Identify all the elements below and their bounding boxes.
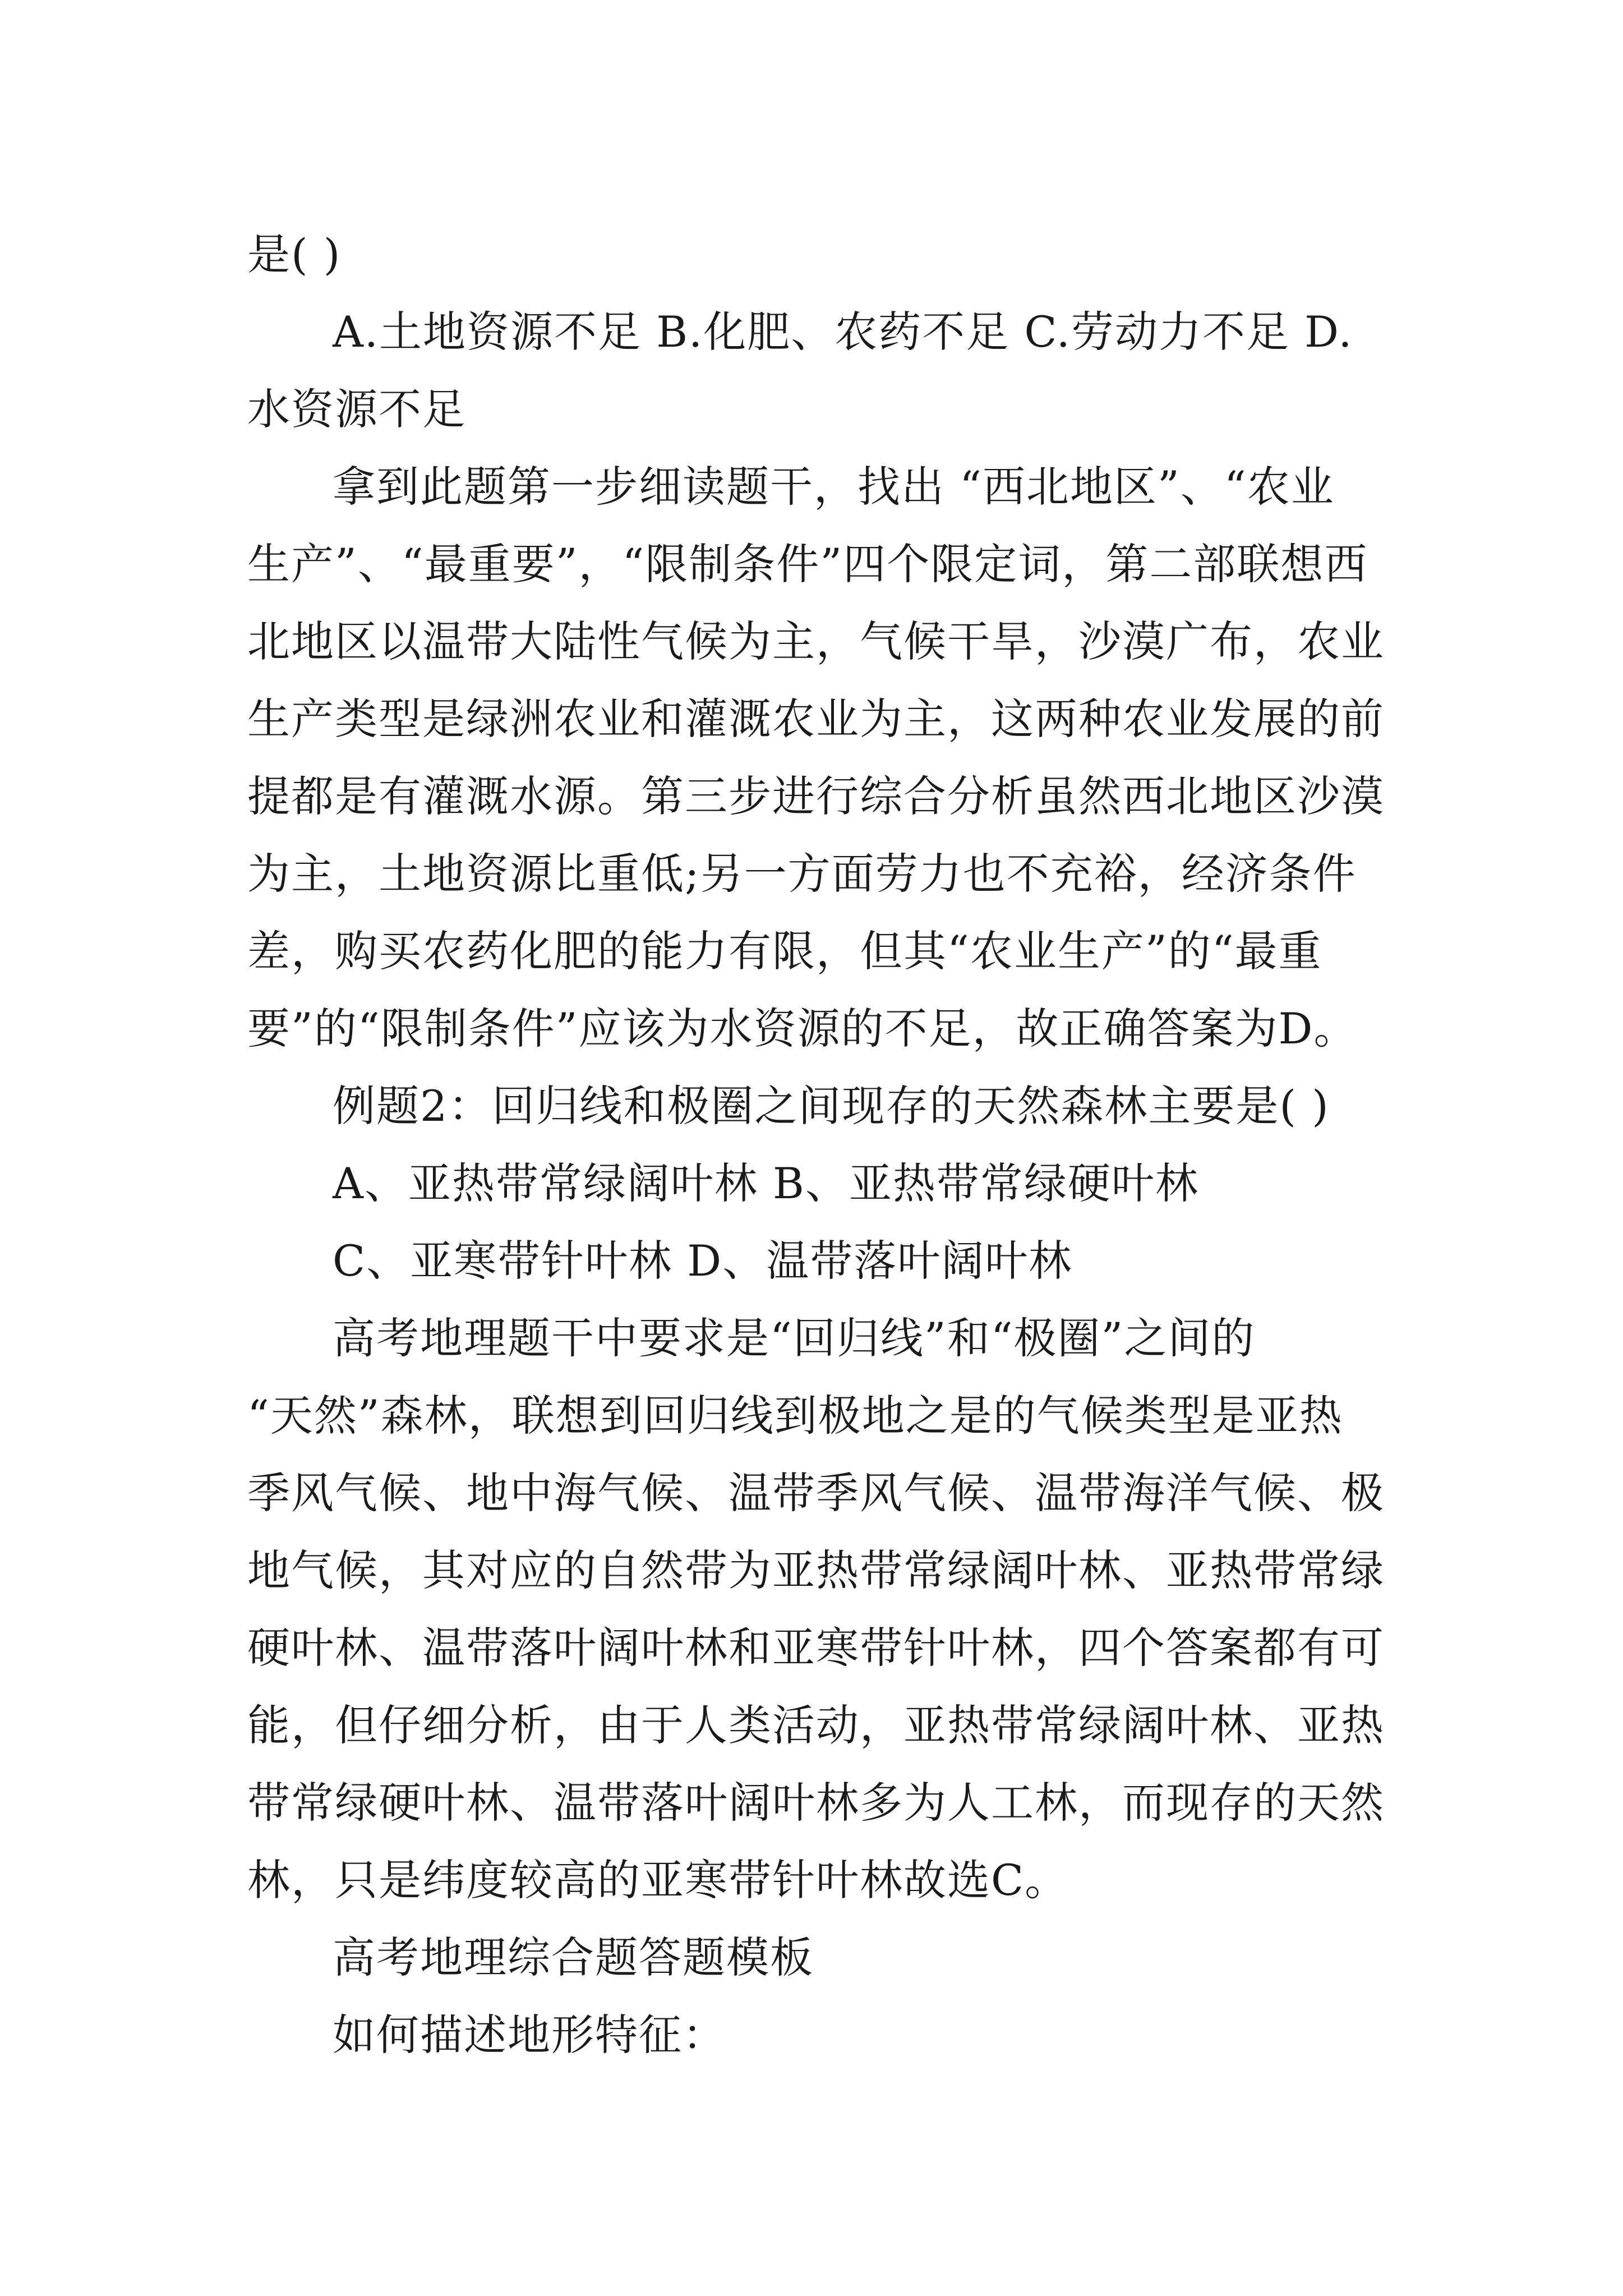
text-line: 高考地理综合题答题模板 — [333, 1932, 814, 1982]
paragraph-analysis-1 — [247, 448, 1391, 1068]
text-line: A、亚热带常绿阔叶林 B、亚热带常绿硬叶林 — [333, 1158, 1199, 1208]
text-line: 拿到此题第一步细读题干，找出 “西北地区”、“农业 — [333, 462, 1335, 512]
text-line: 季风气候、地中海气候、温带季风气候、温带海洋气候、极 — [247, 1468, 1385, 1518]
text-line: “天然”森林，联想到回归线到极地之是的气候类型是亚热 — [247, 1391, 1343, 1441]
text-line: 林，只是纬度较高的亚寒带针叶林故选C。 — [247, 1855, 1069, 1905]
text-line: 硬叶林、温带落叶阔叶林和亚寒带针叶林，四个答案都有可 — [247, 1623, 1385, 1673]
section-subheading-terrain — [247, 1996, 1391, 2074]
text-line: 是( ) — [247, 229, 342, 279]
text-line: 地气候，其对应的自然带为亚热带常绿阔叶林、亚热带常绿 — [247, 1545, 1385, 1595]
paragraph-options-2a — [247, 1145, 1391, 1222]
text-line: 为主，土地资源比重低;另一方面劳力也不充裕，经济条件 — [247, 849, 1357, 899]
text-line: 带常绿硬叶林、温带落叶阔叶林多为人工林，而现存的天然 — [247, 1778, 1385, 1828]
text-line: 如何描述地形特征： — [333, 2010, 726, 2060]
text-line: C、亚寒带针叶林 D、温带落叶阔叶林 — [333, 1236, 1073, 1286]
document-body — [247, 216, 1391, 2074]
paragraph-question-tail — [247, 216, 1391, 293]
paragraph-example-2 — [247, 1068, 1391, 1145]
text-line: 北地区以温带大陆性气候为主，气候干旱，沙漠广布，农业 — [247, 616, 1385, 666]
paragraph-options-2b — [247, 1222, 1391, 1300]
text-line: 要”的“限制条件”应该为水资源的不足，故正确答案为D。 — [247, 1004, 1358, 1053]
text-line: 提都是有灌溉水源。第三步进行综合分析虽然西北地区沙漠 — [247, 771, 1385, 821]
paragraph-analysis-2 — [247, 1300, 1391, 1919]
paragraph-options-1 — [247, 293, 1391, 448]
text-line: 能，但仔细分析，由于人类活动，亚热带常绿阔叶林、亚热 — [247, 1700, 1385, 1750]
section-heading-template — [247, 1919, 1391, 1996]
text-line: 差，购买农药化肥的能力有限，但其“农业生产”的“最重 — [247, 926, 1322, 976]
text-line: 生产类型是绿洲农业和灌溉农业为主，这两种农业发展的前 — [247, 694, 1385, 744]
text-line: 水资源不足 — [247, 384, 466, 434]
text-line: 高考地理题干中要求是“回归线”和“极圈”之间的 — [333, 1313, 1256, 1363]
text-line: 例题2：回归线和极圈之间现存的天然森林主要是( ) — [333, 1081, 1330, 1131]
text-line: A.土地资源不足 B.化肥、农药不足 C.劳动力不足 D. — [333, 307, 1353, 357]
text-line: 生产”、“最重要”，“限制条件”四个限定词，第二部联想西 — [247, 539, 1368, 589]
